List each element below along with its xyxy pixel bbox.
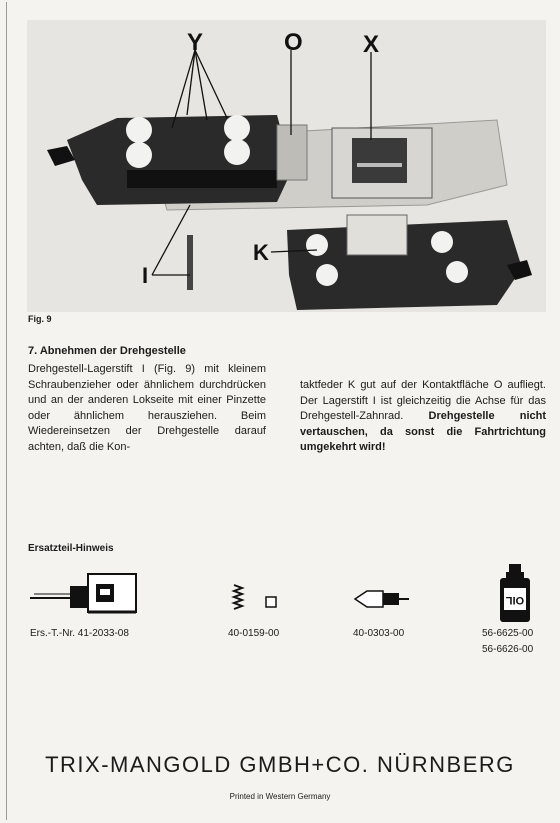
text-column-right	[300, 378, 546, 456]
part-label-4: 56-6625-00	[482, 628, 534, 639]
bogie-part-icon	[30, 572, 138, 621]
figure-caption: Fig. 9	[28, 314, 52, 324]
company-name: TRIX-MANGOLD GMBH+CO. NÜRNBERG	[45, 752, 515, 777]
callout-x: X	[363, 31, 380, 58]
part-label-3: 40-0303-00	[353, 628, 405, 639]
warning-text: Drehgestelle nicht vertauschen, da sonst die Fahrtrichtung umgekehrt wird!	[300, 410, 547, 454]
spring-pin-icon	[228, 583, 280, 618]
part-label-4b: 56-6626-00	[482, 644, 534, 655]
part-label-1: Ers.-T.-Nr. 41-2033-08	[30, 628, 129, 639]
callout-k: K	[253, 240, 269, 265]
callout-o: O	[284, 29, 303, 56]
callout-y: Y	[187, 29, 204, 56]
figure-9-photo	[27, 20, 546, 312]
bulb-icon	[353, 588, 409, 615]
parts-heading: Ersatzteil-Hinweis	[28, 543, 114, 554]
right-text: taktfeder K gut auf der Kontaktfläche O aufliegt. Der Lagerstift I ist gleichzeitig die Achse für das Drehgestell-Zahnrad.	[300, 379, 546, 423]
callout-i: I	[142, 263, 149, 288]
section-title: 7. Abnehmen der Drehgestelle	[28, 345, 186, 357]
text-column-left: Drehgestell-Lagerstift I (Fig. 9) mit kleinem Schraubenzieher oder ähnlichem durchdrücken und an der anderen Lokseite mit einer Pinzette oder ähnlichem herausziehen. Beim Wiedereinsetzen der Drehgestelle darauf achten, daß die Kon-	[28, 363, 266, 453]
part-label-2: 40-0159-00	[228, 628, 280, 639]
printed-note: Printed in Western Germany	[229, 792, 331, 801]
oil-bottle-icon	[497, 564, 533, 629]
locomotive-chassis-illustration	[27, 20, 546, 312]
bottle-label: OIL	[505, 594, 525, 606]
